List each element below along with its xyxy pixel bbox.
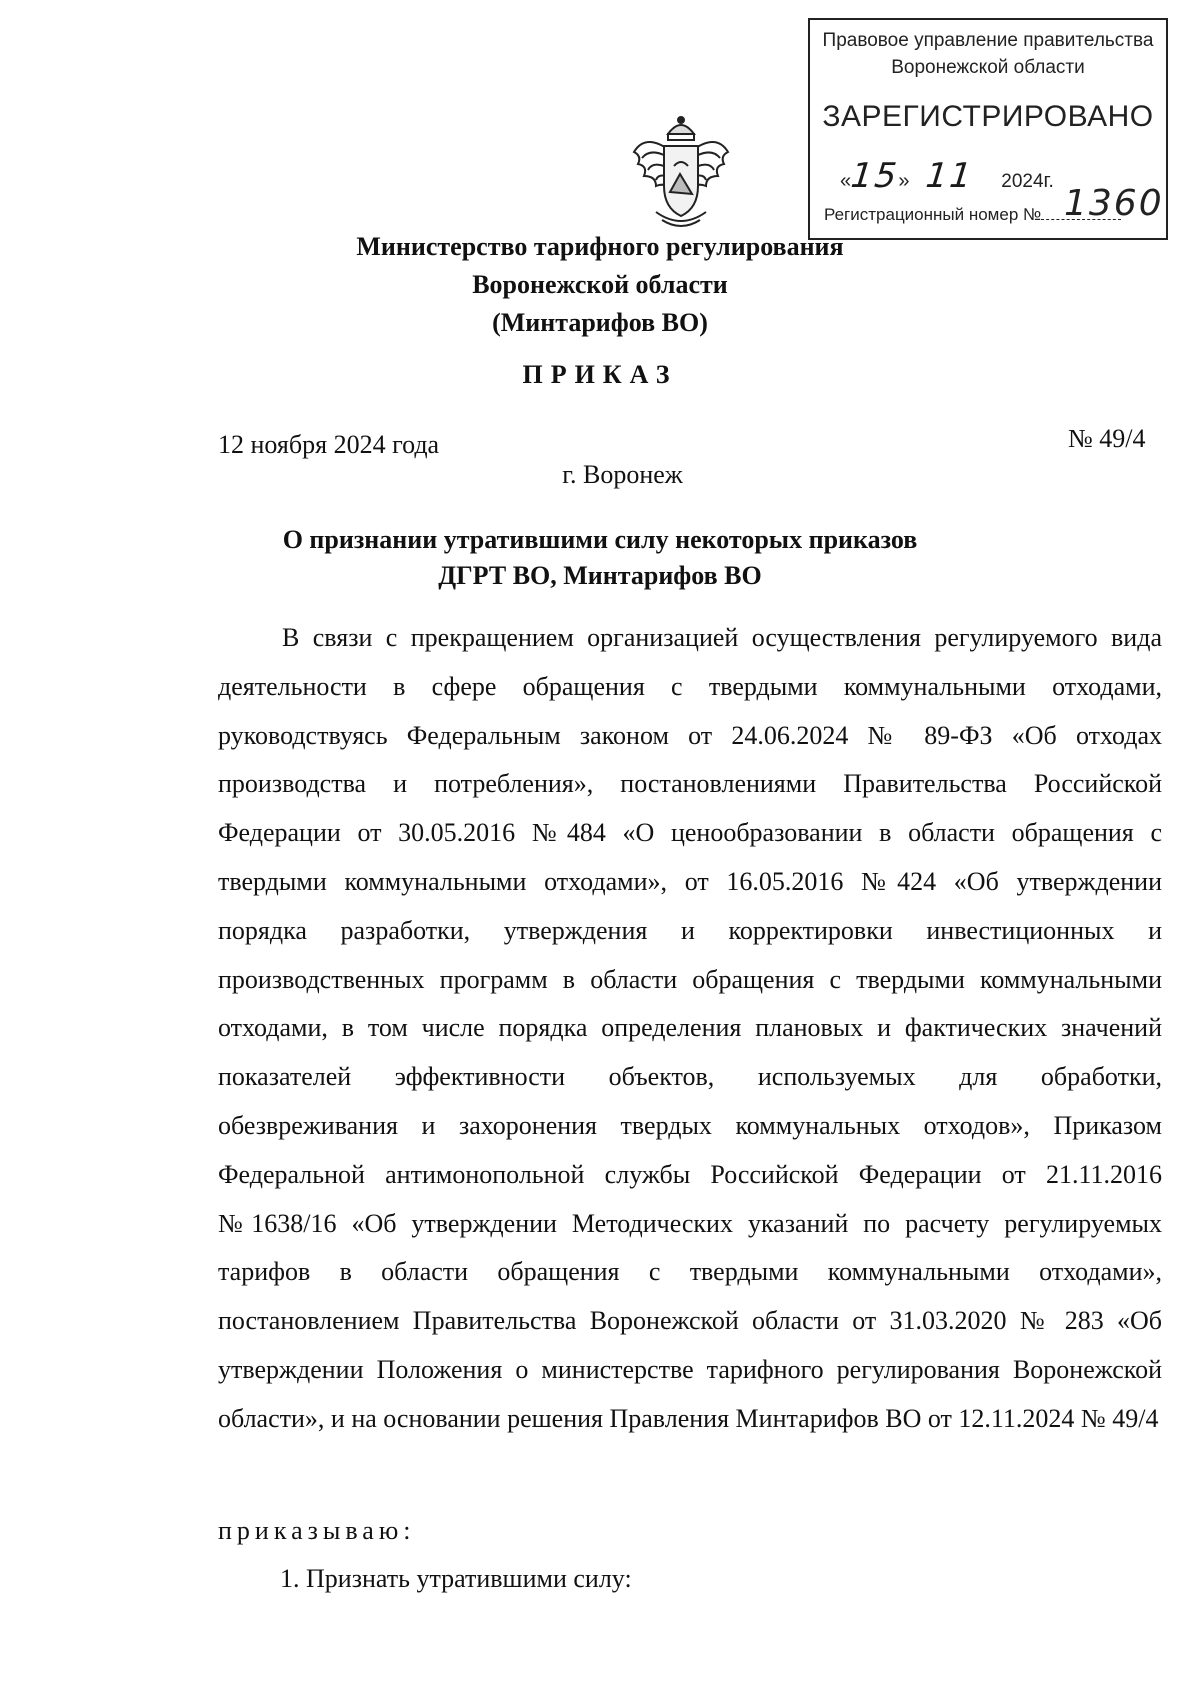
stamp-date-month: 11 <box>924 156 976 196</box>
stamp-org-line2: Воронежской области <box>891 57 1085 78</box>
doc-number: № 49/4 <box>1068 424 1146 453</box>
order-item-1: 1. Признать утратившими силу: <box>280 1564 632 1593</box>
subject-line2: ДГРТ ВО, Минтарифов ВО <box>438 561 762 590</box>
doc-subject <box>0 522 1200 594</box>
stamp-reg-line <box>824 183 1164 225</box>
preamble-paragraph: В связи с прекращением организацией осуществления регулируемого вида деятельности в сфере обращения с твердыми коммунальными отходами, руководствуясь Федеральным законом от 24.06.2024 № 89-ФЗ «Об отходах производства и потребления», постановлениями Правительства Российской Федерации от 30.05.2016 №484 «О ценообразовании в области обращения с твердыми коммунальными отходами», от 16.05.2016 №424 «Об утверждении порядка разработки, утверждения и корректировки инвестиционных и производственных программ в области обращения с твердыми коммунальными отходами, в том числе порядка определения плановых и фактических значений показателей эффективности объектов, используемых для обработки, обезвреживания и захоронения твердых коммунальных отходов», Приказом Федеральной антимонопольной службы Российской Федерации от 21.11.2016 №1638/16 «Об утверждении Методических указаний по расчету регулируемых тарифов в области обращения с твердыми коммунальными отходами», постановлением Правительства Воронежской области от 31.03.2020 № 283 «Об утверждении Положения о министерстве тарифного регулирования Воронежской области», и на основании решения Правления Минтарифов ВО от 12.11.2024 № 49/4 <box>218 623 1162 1433</box>
ministry-line2: Воронежской области <box>472 270 728 299</box>
doc-type: ПРИКАЗ <box>522 360 678 389</box>
stamp-date-suffix: г. <box>1043 170 1054 192</box>
subject-line1: О признании утратившими силу некоторых приказов <box>282 525 918 554</box>
stamp-reg-label: Регистрационный номер № <box>824 205 1042 224</box>
stamp-org-line1: Правовое управление правительства <box>822 30 1154 51</box>
doc-city: г. Воронеж <box>562 460 683 489</box>
registration-stamp <box>808 18 1168 240</box>
coat-of-arms-icon <box>626 112 736 230</box>
stamp-date-day: 15 <box>849 156 901 196</box>
orders-word: приказываю: <box>218 1516 416 1545</box>
ministry-line3: (Минтарифов ВО) <box>492 308 708 337</box>
stamp-date: «15» 11 2024г. <box>840 156 1054 196</box>
stamp-status: ЗАРЕГИСТРИРОВАНО <box>822 100 1154 133</box>
ministry-line1: Министерство тарифного регулирования <box>356 232 844 261</box>
stamp-date-year: 2024 <box>1001 171 1044 192</box>
doc-date: 12 ноября 2024 года <box>218 430 440 459</box>
stamp-reg-number: 1360 <box>1064 183 1164 224</box>
ministry-title <box>0 228 1200 342</box>
